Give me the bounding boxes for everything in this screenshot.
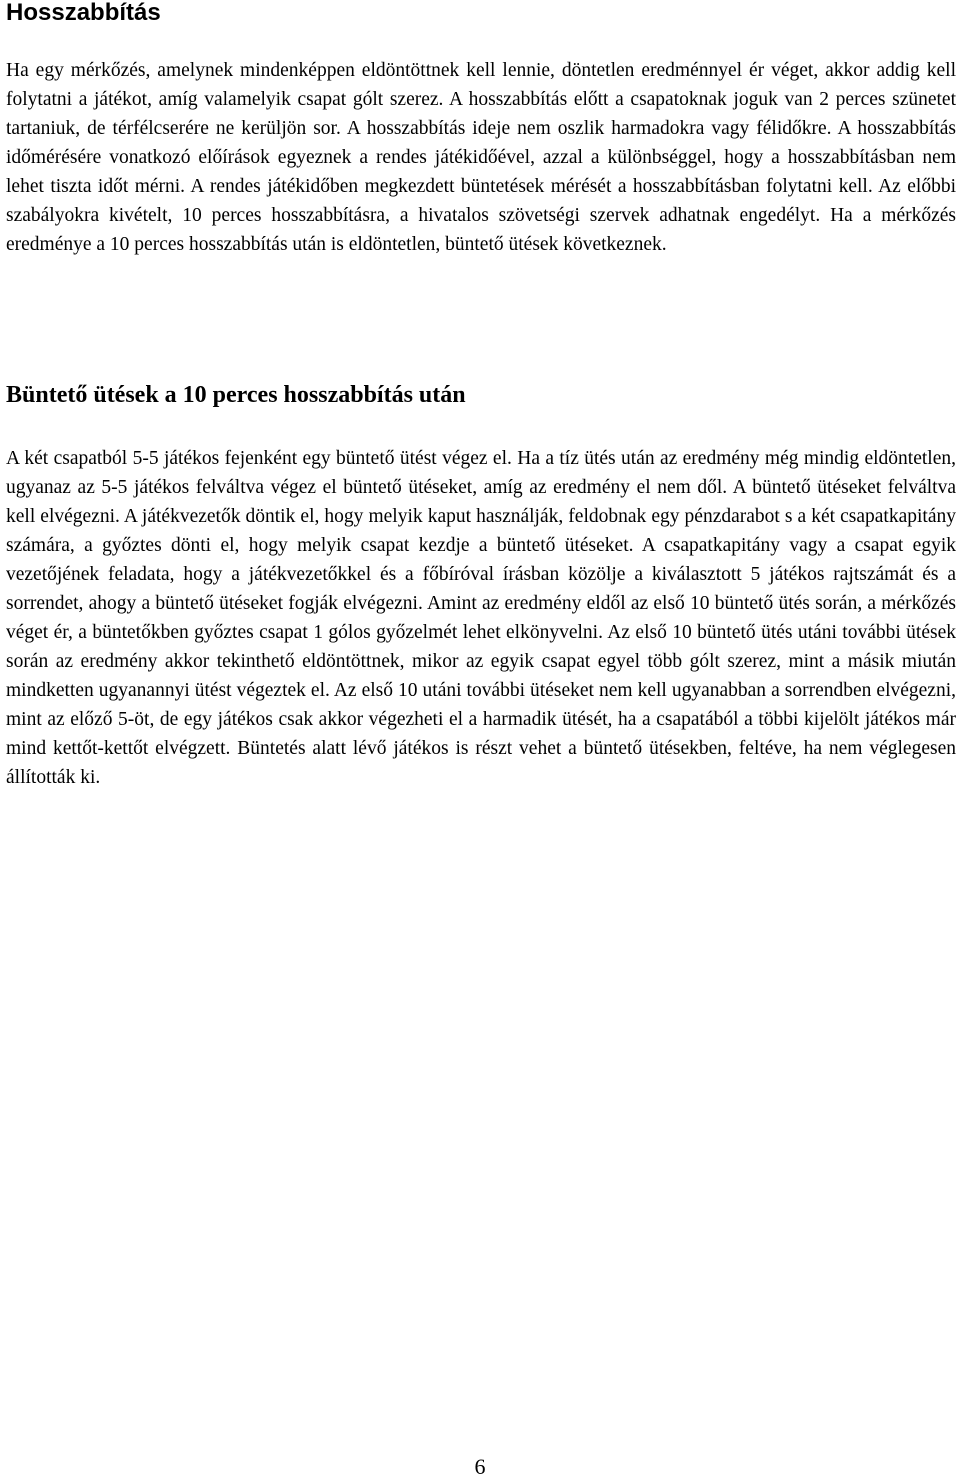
- section-heading-overtime: Hosszabbítás: [6, 0, 161, 26]
- penalty-shots-paragraph: A két csapatból 5-5 játékos fejenként egy büntető ütést végez el. Ha a tíz ütés után az eredmény még mindig eldöntetlen, ugyanaz az 5-5 játékos felváltva végez el büntető ütéseket, amíg az eredmény el nem dől. A büntető ütéseket felváltva kell elvégezni. A játékvezetők döntik el, hogy melyik kaput használják, feldobnak egy pénzdarabot s a két csapatkapitány számára, a győztes dönti el, hogy melyik csapat kezdje a büntető ütéseket. A csapatkapitány vagy a csapat egyik vezetőjének feladata, hogy a játékvezetőkkel és a főbíróval írásban közölje a kiválasztott 5 játékos rajtszámát és a sorrendet, ahogy a büntető ütéseket fogják elvégezni. Amint az eredmény eldől az első 10 büntető ütés során, a mérkőzés véget ér, a büntetőkben győztes csapat 1 gólos győzelmét lehet elkönyvelni. Az első 10 büntető ütés utáni további ütések során az eredmény akkor tekinthető eldöntöttnek, mikor az egyik csapat egyel több gólt szerez, mint a másik miután mindketten ugyanannyi ütést végeztek el. Az első 10 utáni további ütéseket nem kell ugyanabban a sorrendben elvégezni, mint az előző 5-öt, de egy játékos csak akkor végezheti el a harmadik ütését, ha a csapatából a többi kijelölt játékos már mind kettőt-kettőt elvégzett. Büntetés alatt lévő játékos is részt vehet a büntető ütésekben, feltéve, ha nem véglegesen állították ki.: [6, 448, 956, 788]
- overtime-paragraph: Ha egy mérkőzés, amelynek mindenképpen eldöntöttnek kell lennie, döntetlen eredménnyel ér véget, akkor addig kell folytatni a játékot, amíg valamelyik csapat gólt szerez. A hosszabbítás előtt a csapatoknak joguk van 2 perces szünetet tartaniuk, de térfélcserére ne kerüljön sor. A hosszabbítás ideje nem oszlik harmadokra vagy félidőkre. A hosszabbítás időmérésére vonatkozó előírások egyeznek a rendes játékidőével, azzal a különbséggel, hogy a hosszabbításban nem lehet tiszta időt mérni. A rendes játékidőben megkezdett büntetések mérését a hosszabbításban folytatni kell. Az előbbi szabályokra kivételt, 10 perces hosszabbításra, a hivatalos szövetségi szervek adhatnak engedélyt. Ha a mérkőzés eredménye a 10 perces hosszabbítás után is eldöntetlen, büntető ütések következnek.: [6, 60, 956, 255]
- section-heading-penalty-shots: Büntető ütések a 10 perces hosszabbítás után: [6, 382, 466, 408]
- page-number: 6: [474, 1454, 486, 1479]
